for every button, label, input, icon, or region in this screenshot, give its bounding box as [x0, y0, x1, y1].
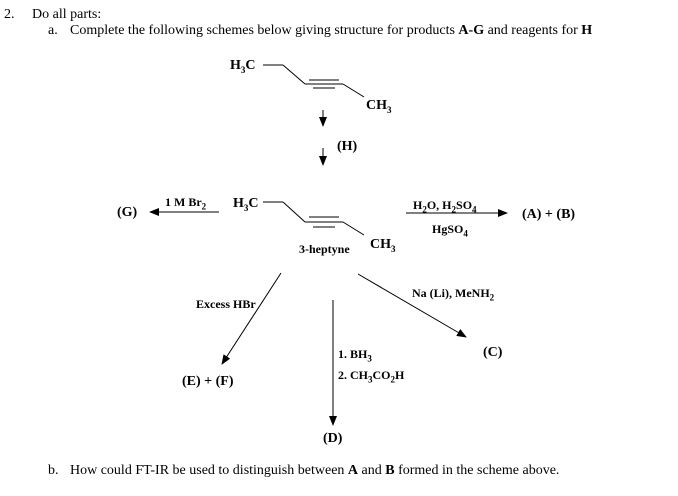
center-molecule-name: 3-heptyne	[299, 242, 350, 256]
part-b-label: b.	[48, 463, 59, 478]
part-a-bold-2: H	[581, 23, 593, 38]
center-ch3-label: $CH_3$	[370, 237, 396, 254]
hydration-reagent-bottom: HgSO$_4$	[432, 222, 468, 239]
hbr-reagent: Excess HBr	[196, 297, 256, 311]
arrow-to-C	[358, 274, 466, 337]
reagent-H-label: (H)	[337, 139, 358, 154]
question-instruction: Do all parts:	[32, 7, 102, 22]
product-G: (G)	[117, 205, 138, 220]
hydration-reagent-top: $H_2O$, $H_2SO_4$	[413, 198, 477, 215]
hydroboration-step-2: 2. $CH_3CO_2H$	[338, 368, 405, 385]
products-E-F: (E) + (F)	[182, 374, 234, 389]
part-b-text	[70, 463, 559, 479]
hydroboration-step-1: 1. $BH_3$	[338, 347, 372, 364]
arrow-to-EF	[222, 273, 281, 364]
top-ch3-label: $CH_3$	[366, 98, 392, 115]
part-b-text-1: How could FT-IR be used to distinguish between	[70, 463, 348, 478]
part-b-text-2: and	[358, 463, 386, 478]
top-h3c-label: $H_3C$	[230, 58, 256, 75]
product-D: (D)	[323, 431, 343, 446]
part-b-bold-1: A	[347, 463, 359, 478]
product-C: (C)	[483, 345, 503, 360]
bromine-reagent: 1 M $Br_2$	[165, 195, 207, 212]
center-h3c-label: $H_3C$	[233, 196, 259, 213]
part-b-bold-2: B	[385, 463, 395, 478]
part-a-bold-1: A-G	[458, 23, 485, 38]
products-A-B: (A) + (B)	[522, 207, 576, 222]
center-molecule-bonds	[263, 202, 364, 235]
part-b-text-3: formed in the scheme above.	[394, 463, 560, 478]
top-molecule-bonds	[263, 65, 364, 97]
part-a-text-2: and reagents for	[484, 23, 582, 38]
dissolving-metal-reagent: Na (Li), MeNH$_2$	[412, 286, 495, 303]
part-a-text-1: Complete the following schemes below giving structure for products	[70, 23, 459, 38]
part-a-label: a.	[48, 23, 58, 38]
question-number: 2.	[4, 7, 15, 22]
